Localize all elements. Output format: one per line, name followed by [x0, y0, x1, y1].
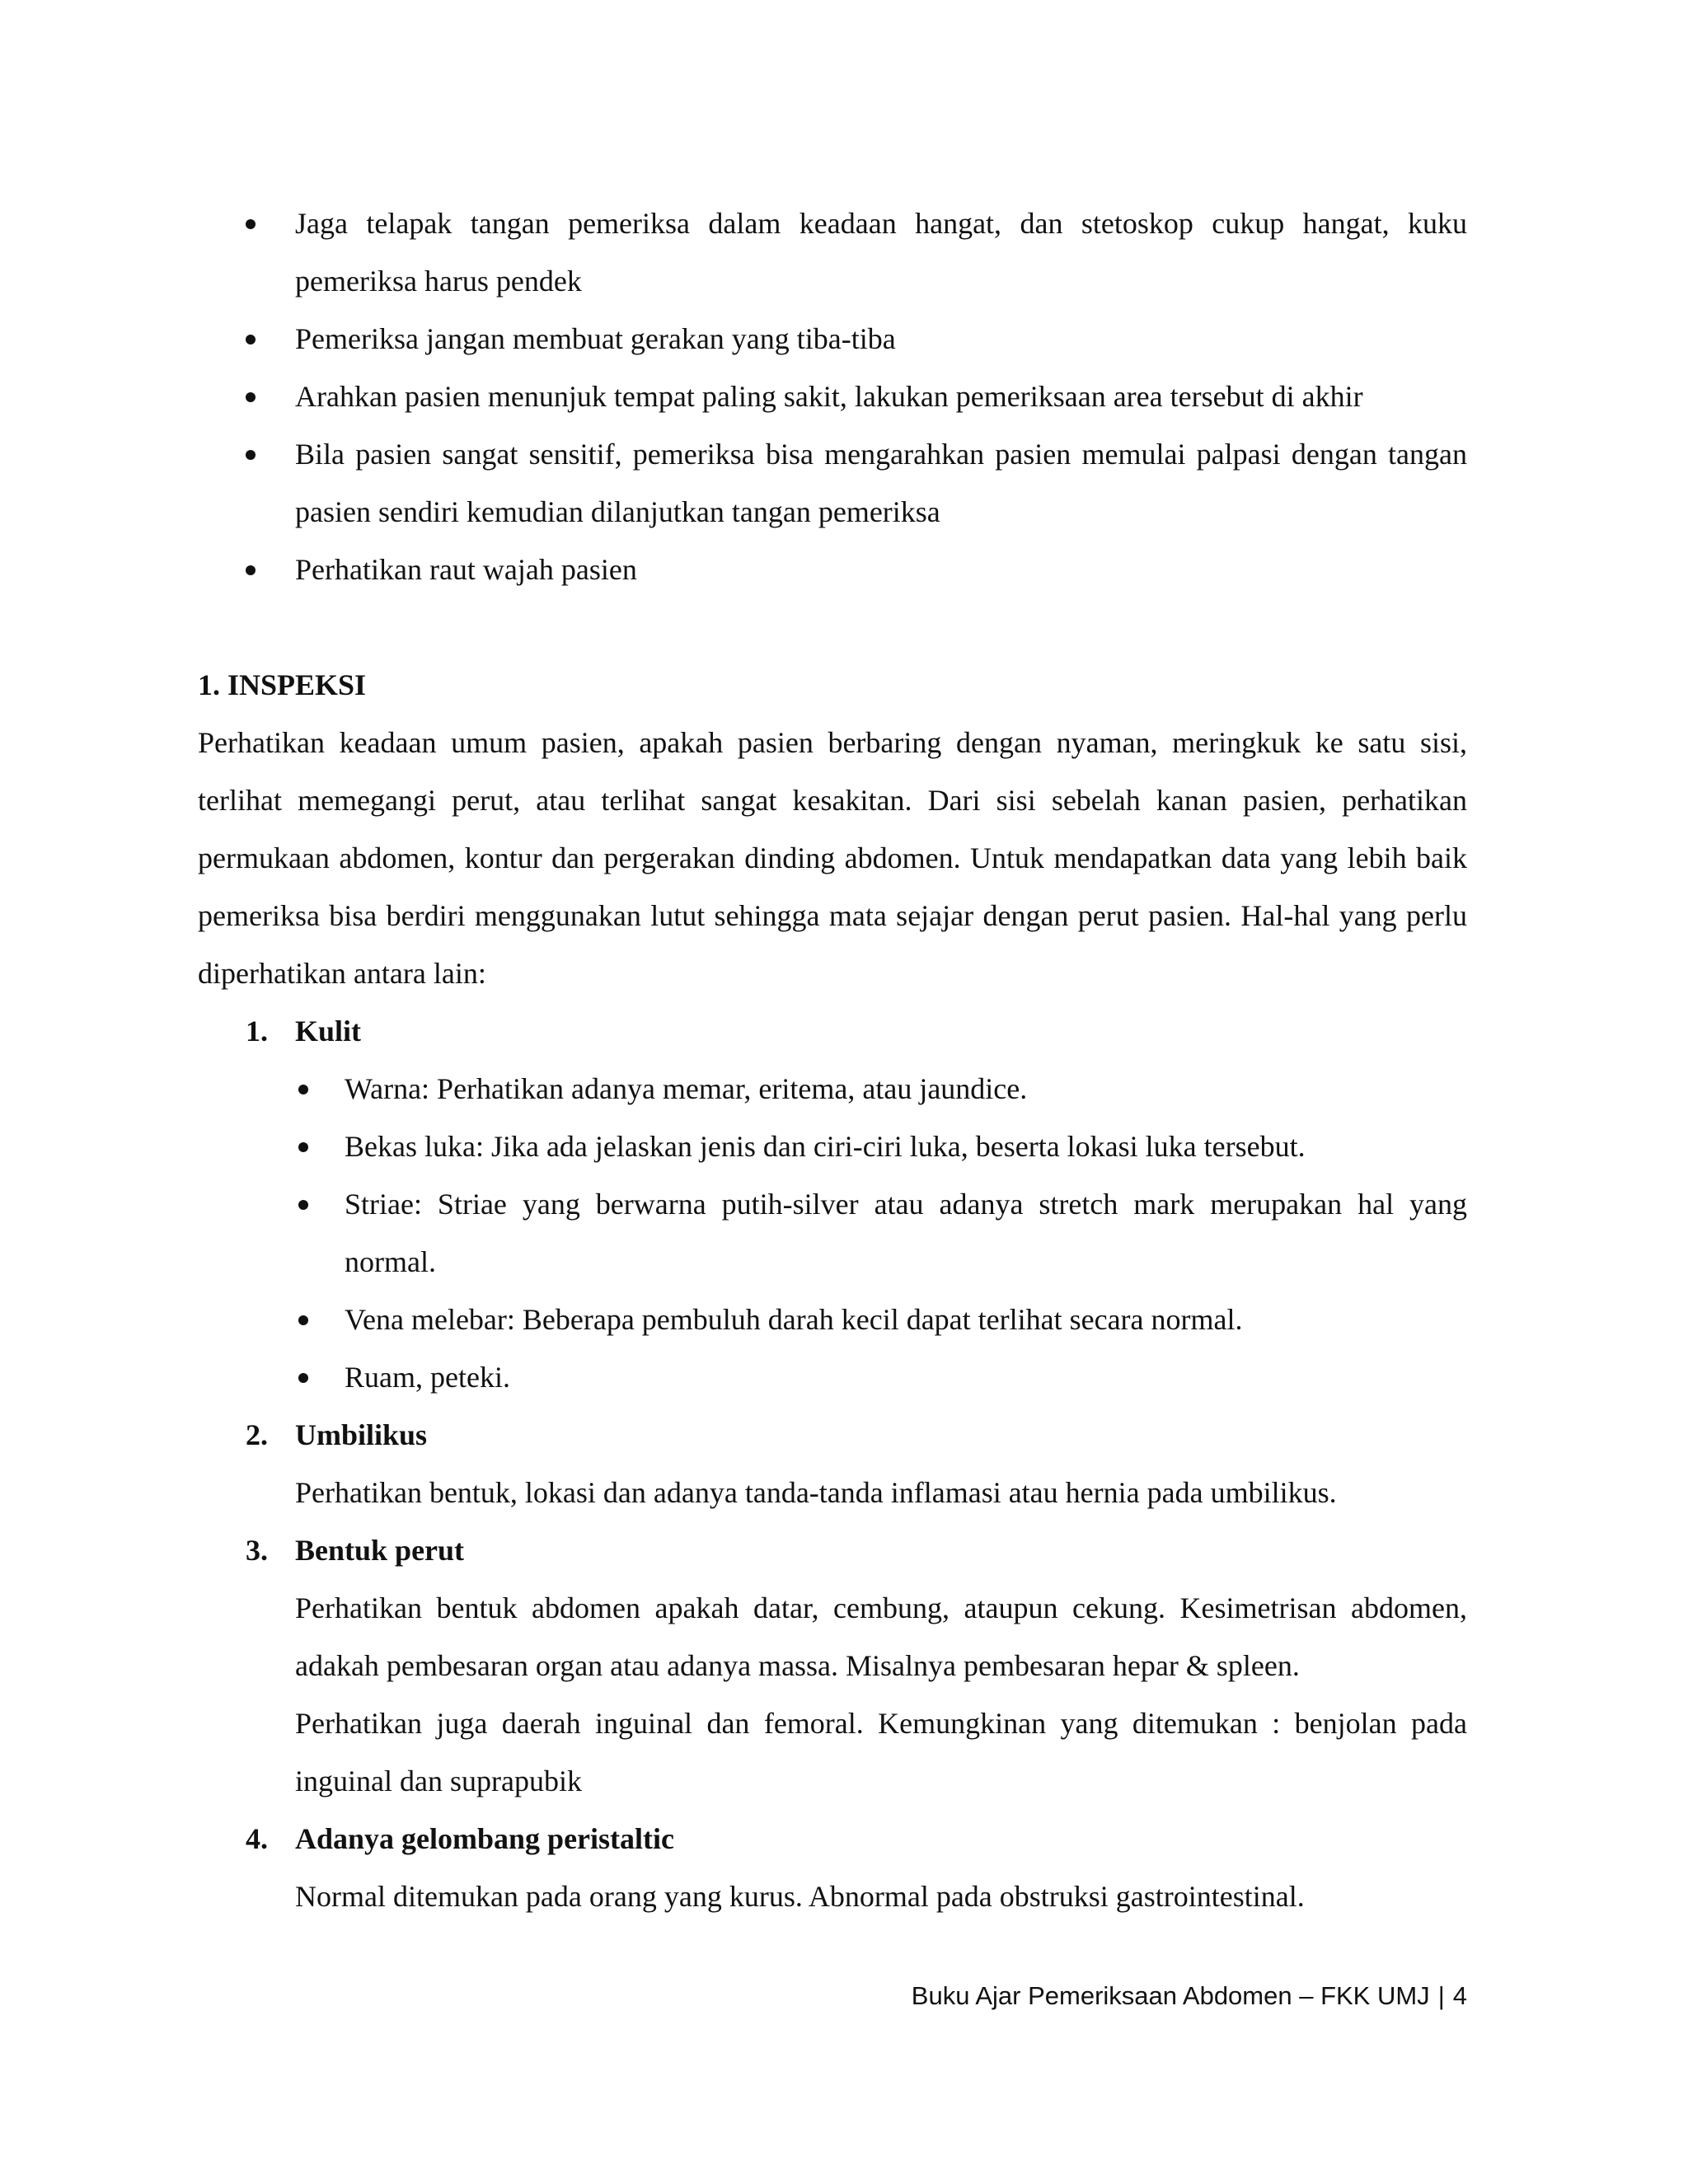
list-item: Bila pasien sangat sensitif, pemeriksa bisa mengarahkan pasien memulai palpasi dengan tangan pasien sendiri kemudian dilanjutkan tangan pemeriksa	[198, 425, 1467, 541]
list-item: Arahkan pasien menunjuk tempat paling sakit, lakukan pemeriksaan area tersebut di akhir	[198, 368, 1467, 425]
inspection-item-umbilikus	[198, 1406, 1467, 1521]
bullet-icon	[298, 1118, 315, 1175]
item-number: 3.	[246, 1534, 268, 1567]
inspection-item-kulit	[198, 1002, 1467, 1406]
bullet-icon	[246, 425, 262, 483]
section-intro-paragraph: Perhatikan keadaan umum pasien, apakah pasien berbaring dengan nyaman, meringkuk ke satu sisi, terlihat memegangi perut, atau terlihat sangat kesakitan. Dari sisi sebelah kanan pasien, perhatikan permukaan abdomen, kontur dan pergerakan dinding abdomen. Untuk mendapatkan data yang lebih baik pemeriksa bisa berdiri menggunakan lutut sehingga mata sejajar dengan perut pasien. Hal-hal yang perlu diperhatikan antara lain:	[198, 726, 1467, 990]
footer-separator: |	[1437, 1981, 1445, 2010]
list-item: Bekas luka: Jika ada jelaskan jenis dan ciri-ciri luka, beserta lokasi luka tersebut.	[295, 1118, 1467, 1175]
section-heading: 1. INSPEKSI	[198, 668, 367, 701]
item-number: 1.	[246, 1015, 268, 1047]
document-page	[198, 194, 1467, 1925]
inspection-item-bentuk-perut	[198, 1521, 1467, 1810]
bullet-icon	[298, 1175, 315, 1233]
list-item: Vena melebar: Beberapa pembuluh darah kecil dapat terlihat secara normal.	[295, 1291, 1467, 1348]
list-item: Jaga telapak tangan pemeriksa dalam keadaan hangat, dan stetoskop cukup hangat, kuku pemeriksa harus pendek	[198, 194, 1467, 310]
list-item: Perhatikan raut wajah pasien	[198, 541, 1467, 598]
inspection-items-list	[198, 1002, 1467, 1925]
item-number: 2.	[246, 1418, 268, 1451]
intro-bullet-list	[198, 194, 1467, 598]
bullet-icon	[246, 310, 262, 368]
list-item: Ruam, peteki.	[295, 1348, 1467, 1406]
item-paragraph: Perhatikan juga daerah inguinal dan femoral. Kemungkinan yang ditemukan : benjolan pada inguinal dan suprapubik	[295, 1707, 1467, 1797]
bullet-icon	[298, 1060, 315, 1118]
kulit-bullet-list	[295, 1060, 1467, 1406]
item-title: Kulit	[295, 1015, 362, 1047]
bullet-icon	[246, 541, 262, 598]
list-item: Warna: Perhatikan adanya memar, eritema, atau jaundice.	[295, 1060, 1467, 1118]
bullet-icon	[246, 194, 262, 252]
page-number: 4	[1452, 1981, 1467, 2010]
bullet-icon	[298, 1291, 315, 1348]
bullet-icon	[298, 1348, 315, 1406]
item-paragraph: Perhatikan bentuk, lokasi dan adanya tanda-tanda inflamasi atau hernia pada umbilikus.	[295, 1476, 1337, 1509]
footer-title: Buku Ajar Pemeriksaan Abdomen – FKK UMJ	[911, 1981, 1430, 2010]
list-item: Pemeriksa jangan membuat gerakan yang tiba-tiba	[198, 310, 1467, 368]
inspection-item-peristaltic	[198, 1810, 1467, 1925]
item-title: Umbilikus	[295, 1418, 428, 1451]
item-paragraph: Perhatikan bentuk abdomen apakah datar, cembung, ataupun cekung. Kesimetrisan abdomen, adakah pembesaran organ atau adanya massa. Misalnya pembesaran hepar & spleen.	[295, 1591, 1467, 1682]
bullet-icon	[246, 368, 262, 425]
item-paragraph: Normal ditemukan pada orang yang kurus. Abnormal pada obstruksi gastrointestinal.	[295, 1880, 1305, 1913]
item-number: 4.	[246, 1822, 268, 1855]
item-title: Bentuk perut	[295, 1534, 465, 1567]
page-footer	[912, 1980, 1467, 2013]
item-title: Adanya gelombang peristaltic	[295, 1822, 675, 1855]
list-item: Striae: Striae yang berwarna putih-silver atau adanya stretch mark merupakan hal yang normal.	[295, 1175, 1467, 1291]
